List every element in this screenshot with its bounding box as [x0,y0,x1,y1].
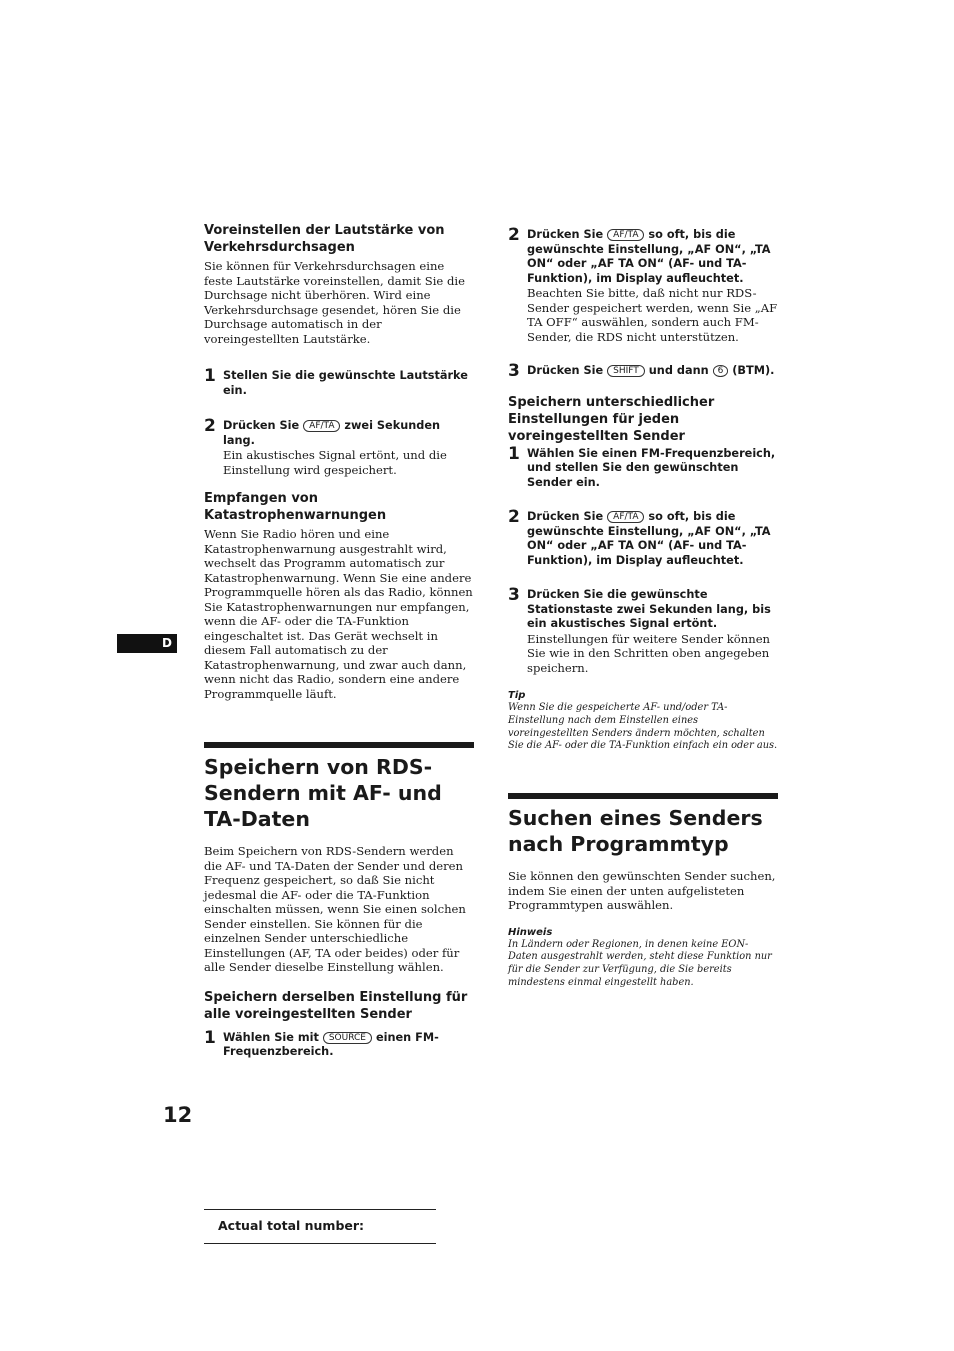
step-note: Beachten Sie bitte, daß nicht nur RDS-Sender gespeichert werden, wenn Sie „AF TA OFF“ auswählen, sondern auch FM-Sender, die RDS nicht unterstützen. [527,286,778,344]
section-title-program-type: Suchen eines Senders nach Programmtyp [508,793,778,857]
instr-text: Drücken Sie [527,510,604,523]
step-instruction [223,419,474,448]
left-column [204,222,474,1060]
total-number-label: Actual total number: [218,1218,365,1233]
instr-text: so oft, bis die gewünschte Einstellung, „AF ON“, „TA ON“ oder „AF TA ON“ (AF- und TA-Funktion), im Display aufleuchtet. [527,228,771,285]
section-heading-volume: Voreinstellen der Lautstärke von Verkehrsdurchsagen [204,223,445,255]
section-program-type [508,793,778,913]
step-number: 3 [508,585,520,605]
hinweis-label: Hinweis [508,926,553,938]
step-instruction [223,1031,474,1060]
step-number: 3 [508,361,520,381]
step-number: 1 [508,443,520,464]
step-1-different [508,443,778,491]
language-tab: D [117,634,177,653]
hinweis-text: In Ländern oder Regionen, in denen keine EON-Daten ausgestrahlt werden, steht diese Funktion nur für die Sender zur Verfügung, die Sie bereits mindestens einmal eingestellt haben. [508,938,772,989]
step-number: 2 [508,507,520,527]
step-number: 1 [204,366,216,386]
step-3-different [508,585,778,675]
step-note: Ein akustisches Signal ertönt, und die Einstellung wird gespeichert. [223,448,447,477]
instr-text: einen FM-Frequenzbereich. [223,1030,439,1058]
step-instruction: Drücken Sie die gewünschte Stationstaste zwei Sekunden lang, bis ein akustisches Signal ertönt. [527,588,771,630]
section-heading-different-settings: Speichern unterschiedlicher Einstellungen für jeden voreingestellten Sender [508,394,715,444]
instr-text: Wählen Sie mit [223,1030,319,1044]
instr-text: und dann [648,364,709,377]
step-number: 2 [508,225,520,245]
step-2-same-setting [508,225,778,344]
section-body-rds: Beim Speichern von RDS-Sendern werden die AF- und TA-Daten der Sender und deren Frequenz gespeichert, so daß Sie nicht jedesmal die AF- oder die TA-Funktion einschalten müssen, wenn Sie einen solchen Sender einstellen. Sie können für die einzelnen Sender unterschiedliche Einstellungen (AF, TA oder beides) oder für alle Sender dieselbe Einstellung wählen. [204,844,466,974]
tip-text: Wenn Sie die gespeicherte AF- und/oder TA-Einstellung nach dem Einstellen eines voreingestellten Senders ändern möchten, schalten Sie die AF- oder die TA-Funktion einfach ein oder aus. [508,702,778,752]
section-body-program-type: Sie können den gewünschten Sender suchen, indem Sie einen der unten aufgelisteten Programmtypen auswählen. [508,869,776,913]
instr-text: (BTM). [732,364,775,377]
step-number: 2 [204,416,216,436]
step-instruction [527,364,778,379]
tip-label: Tip [508,690,526,701]
af-ta-button-label: AF/TA [303,420,340,432]
instr-text: zwei Sekunden lang. [223,419,441,447]
total-number-box [204,1209,436,1244]
step-instruction: Wählen Sie einen FM-Frequenzbereich, und stellen Sie den gewünschten Sender ein. [527,446,776,489]
shift-button-label: SHIFT [607,365,645,377]
step-1-volume [204,366,474,398]
instr-text: Drücken Sie [223,419,300,432]
instr-text: Drücken Sie [527,228,604,241]
step-instruction [527,510,778,568]
af-ta-button-label: AF/TA [607,511,644,523]
step-instruction: Stellen Sie die gewünschte Lautstärke ein. [223,369,468,397]
step-1-same-setting [204,1027,474,1060]
step-number: 1 [204,1027,216,1048]
instr-text: Drücken Sie [527,364,604,377]
step-2-different [508,507,778,568]
section-body-volume: Sie können für Verkehrsdurchsagen eine feste Lautstärke voreinstellen, damit Sie die Durchsage nicht überhören. Wird eine Verkehrsdurchsage gesendet, hören Sie die Durchsage automatisch in der voreingestellten Lautstärke. [204,259,465,346]
source-button-label: SOURCE [323,1032,372,1044]
af-ta-button-label: AF/TA [607,229,644,241]
instr-text: so oft, bis die gewünschte Einstellung, „AF ON“, „TA ON“ oder „AF TA ON“ (AF- und TA-Funktion), im Display aufleuchtet. [527,510,771,567]
preset-6-button-label: 6 [713,365,729,377]
step-2-volume [204,416,474,477]
section-title-rds: Speichern von RDS-Sendern mit AF- und TA-Daten [204,742,474,832]
right-column [508,222,778,990]
section-body-warnings: Wenn Sie Radio hören und eine Katastrophenwarnung ausgestrahlt wird, wechselt das Programm automatisch zur Katastrophenwarnung. Wenn Sie eine andere Programmquelle hören als das Radio, können Sie Katastrophenwarnungen nur empfangen, wenn die AF- oder die TA-Funktion eingeschaltet ist. Das Gerät wechselt in diesem Fall automatisch zu der Katastrophenwarnung, und zwar auch dann, wenn nicht das Radio, sondern eine andere Programmquelle läuft. [204,527,473,701]
section-heading-same-setting: Speichern derselben Einstellung für alle voreingestellten Sender [204,989,468,1022]
step-instruction [527,228,778,286]
step-note: Einstellungen für weitere Sender können Sie wie in den Schritten oben angegeben speichern. [527,631,771,675]
section-rds [204,742,474,1060]
step-3-same-setting [508,361,778,381]
page-number: 12 [163,1103,193,1127]
section-heading-warnings: Empfangen von Katastrophenwarnungen [204,491,387,523]
